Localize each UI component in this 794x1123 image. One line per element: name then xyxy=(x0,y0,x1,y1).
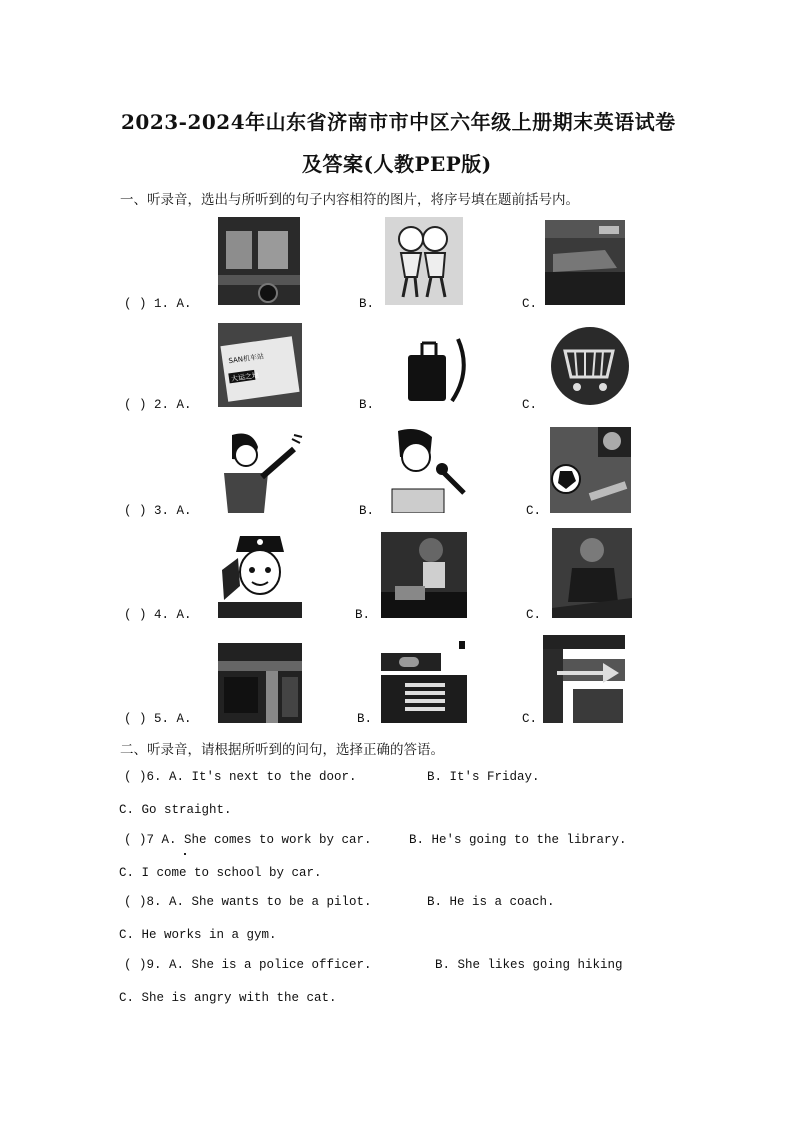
q1-prefix: ( ) 1. A. xyxy=(124,297,192,311)
q2-ticket-sign: SAN机车站 xyxy=(228,352,265,366)
section1-heading: 一、听录音，选出与所听到的句子内容相符的图片，将序号填在题前括号内。 xyxy=(120,192,579,208)
q6-line2-option-c: C. Go straight. xyxy=(119,803,232,817)
q5-option-c-label: C. xyxy=(522,712,538,726)
q2-ticket-text: 大运之地 xyxy=(230,371,260,384)
q2-prefix: ( ) 2. A. xyxy=(124,398,192,412)
q3-option-b-label: B. xyxy=(359,504,375,518)
q2-shopping-cart-image xyxy=(547,325,633,407)
q2-train-ticket-image xyxy=(218,323,302,407)
section2-heading: 二、听录音，请根据所听到的问句，选择正确的答语。 xyxy=(120,742,444,758)
q8-line1-option-b: B. He is a coach. xyxy=(427,895,555,909)
q2-option-c-label: C. xyxy=(522,398,538,412)
q3-singer-image xyxy=(388,427,468,513)
q5-arrow-map-image xyxy=(543,635,625,723)
page-title-line1: 2023-2024年山东省济南市市中区六年级上册期末英语试卷 xyxy=(121,110,676,134)
q3-football-image xyxy=(550,427,631,513)
q1-option-b-label: B. xyxy=(359,297,375,311)
q3-option-c-label: C. xyxy=(526,504,542,518)
q5-option-b-label: B. xyxy=(357,712,373,726)
q1-two-kids-image xyxy=(385,217,463,305)
q4-cook-image xyxy=(381,532,467,618)
page-title-line2: 及答案(人教PEP版) xyxy=(302,152,492,176)
q1-option-c-label: C. xyxy=(522,297,538,311)
q4-option-b-label: B. xyxy=(355,608,371,622)
q9-line1-option-a: ( )9. A. She is a police officer. xyxy=(124,958,372,972)
q4-option-c-label: C. xyxy=(526,608,542,622)
q9-line2-option-c: C. She is angry with the cat. xyxy=(119,991,337,1005)
q1-taxi-image xyxy=(545,220,625,305)
q7-line1-option-a: ( )7 A. She comes to work by car. xyxy=(124,833,372,847)
q5-crosswalk-image xyxy=(381,641,467,723)
q6-line1-option-a: ( )6. A. It's next to the door. xyxy=(124,770,357,784)
q1-bus-image xyxy=(218,217,300,305)
q9-line1-option-b: B. She likes going hiking xyxy=(435,958,623,972)
q7-line2-option-c: C. I come to school by car. xyxy=(119,866,322,880)
q3-prefix: ( ) 3. A. xyxy=(124,504,192,518)
stray-dot xyxy=(184,853,186,855)
q8-line2-option-c: C. He works in a gym. xyxy=(119,928,277,942)
q2-option-b-label: B. xyxy=(359,398,375,412)
q5-map-turn-image xyxy=(218,643,302,723)
q2-suitcase-image xyxy=(400,335,468,405)
q4-police-officer-image xyxy=(218,530,302,618)
q7-line1-option-b: B. He's going to the library. xyxy=(409,833,627,847)
q4-worker-image xyxy=(552,528,632,618)
q5-prefix: ( ) 5. A. xyxy=(124,712,192,726)
q8-line1-option-a: ( )8. A. She wants to be a pilot. xyxy=(124,895,372,909)
q4-prefix: ( ) 4. A. xyxy=(124,608,192,622)
q3-girl-waving-image xyxy=(218,429,304,513)
q6-line1-option-b: B. It's Friday. xyxy=(427,770,540,784)
